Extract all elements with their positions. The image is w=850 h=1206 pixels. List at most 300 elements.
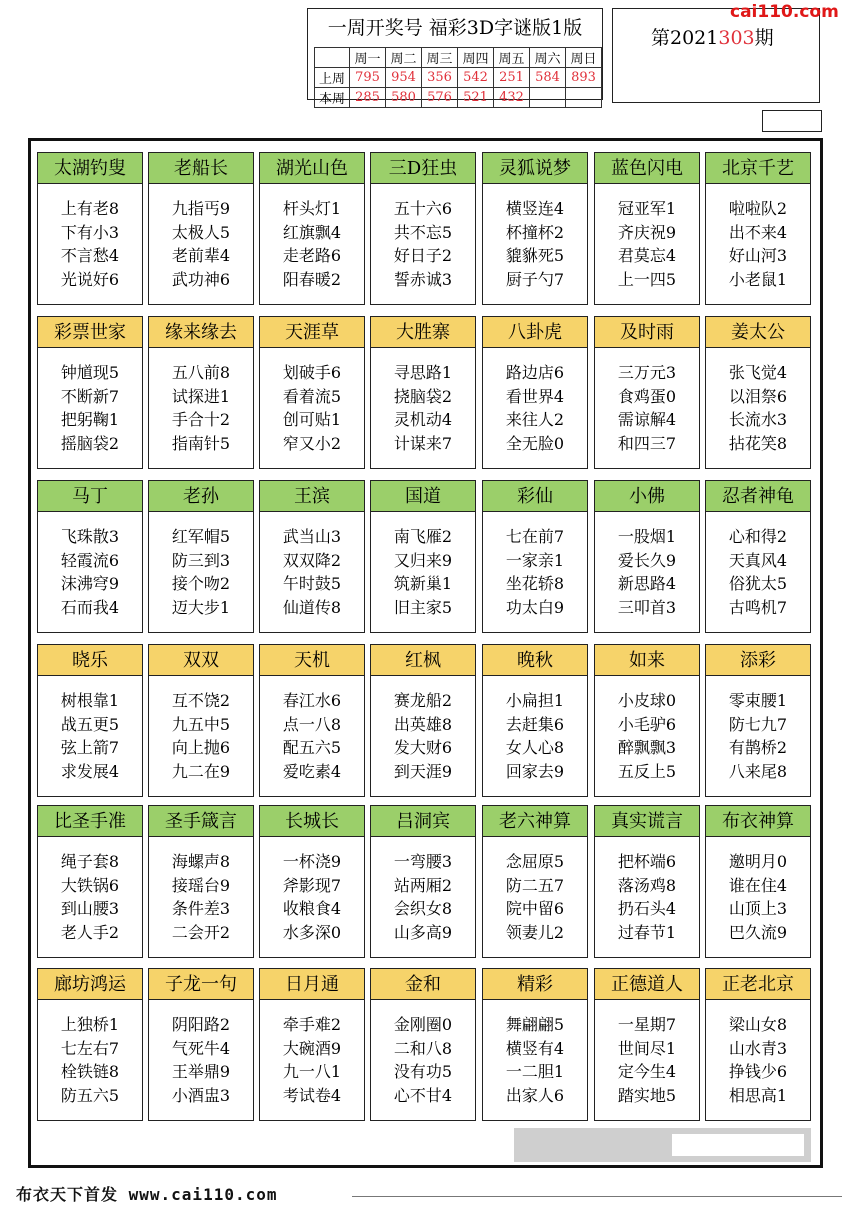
draw-number: 356 <box>422 68 458 88</box>
riddle-card-body <box>706 348 810 455</box>
riddle-card-body <box>38 512 142 619</box>
riddle-line: 金刚圈0 <box>393 1015 453 1034</box>
riddle-line: 下有小3 <box>60 222 120 242</box>
riddle-line: 好日子2 <box>393 246 453 265</box>
riddle-line: 三万元3 <box>617 363 677 382</box>
riddle-line: 上独桥1 <box>60 1015 120 1034</box>
riddle-line: 五十六6 <box>393 199 453 218</box>
riddle-line: 九指丐9 <box>171 199 231 218</box>
riddle-line: 钟馗现5 <box>60 363 120 382</box>
riddle-card-title: 金和 <box>371 969 475 1000</box>
riddle-card-title: 王滨 <box>260 481 364 512</box>
riddle-card <box>705 805 811 958</box>
riddle-line: 沫沸穹9 <box>60 574 120 593</box>
riddle-line: 一家亲1 <box>505 550 565 570</box>
riddle-line: 二会开2 <box>171 922 231 942</box>
riddle-card-body <box>595 676 699 783</box>
issue-suffix: 期 <box>754 27 774 49</box>
riddle-card-body <box>149 184 253 291</box>
riddle-card <box>370 152 476 305</box>
riddle-line: 山水青3 <box>728 1038 788 1058</box>
riddle-line: 谁在住4 <box>728 875 788 895</box>
riddle-card-title: 忍者神龟 <box>706 481 810 512</box>
riddle-card-body <box>38 184 142 291</box>
riddle-line: 啦啦队2 <box>728 199 788 218</box>
riddle-line: 指南针5 <box>171 433 231 453</box>
riddle-card-title: 老孙 <box>149 481 253 512</box>
riddle-card <box>148 968 254 1121</box>
weekday-header-row <box>315 48 602 68</box>
riddle-line: 扔石头4 <box>617 899 677 918</box>
riddle-line: 看世界4 <box>505 386 565 406</box>
riddle-card <box>148 644 254 797</box>
blank-box <box>762 110 822 132</box>
riddle-line: 五八前8 <box>171 363 231 382</box>
riddle-card <box>370 644 476 797</box>
riddle-card-body <box>149 348 253 455</box>
riddle-card-title: 正老北京 <box>706 969 810 1000</box>
riddle-card-body <box>371 837 475 944</box>
riddle-line: 赛龙船2 <box>393 691 453 710</box>
riddle-line: 接瑶台9 <box>171 875 231 895</box>
riddle-line: 踏实地5 <box>617 1085 677 1105</box>
riddle-line: 回家去9 <box>505 761 565 781</box>
riddle-card <box>37 480 143 633</box>
riddle-line: 九一八1 <box>282 1062 342 1081</box>
riddle-card <box>482 968 588 1121</box>
riddle-card-body <box>483 676 587 783</box>
riddle-card-title: 长城长 <box>260 806 364 837</box>
riddle-line: 水多深0 <box>282 922 342 942</box>
riddle-card-title: 老六神算 <box>483 806 587 837</box>
riddle-card <box>705 152 811 305</box>
riddle-card-title: 天涯草 <box>260 317 364 348</box>
riddle-card-title: 三D狂虫 <box>371 153 475 184</box>
riddle-line: 邀明月0 <box>728 852 788 871</box>
riddle-line: 厨子勺7 <box>505 269 565 289</box>
riddle-line: 双双降2 <box>282 550 342 570</box>
riddle-line: 阴阳路2 <box>171 1015 231 1034</box>
riddle-card <box>259 968 365 1121</box>
riddle-line: 零束腰1 <box>728 691 788 710</box>
riddle-card-body <box>371 348 475 455</box>
riddle-line: 张飞觉4 <box>728 363 788 382</box>
riddle-line: 九五中5 <box>171 714 231 734</box>
riddle-card-body <box>595 348 699 455</box>
riddle-card-title: 及时雨 <box>595 317 699 348</box>
riddle-line: 战五更5 <box>60 714 120 734</box>
riddle-line: 大碗酒9 <box>282 1038 342 1058</box>
riddle-card <box>37 644 143 797</box>
riddle-line: 又归来9 <box>393 550 453 570</box>
riddle-line: 横竖有4 <box>505 1038 565 1058</box>
riddle-card <box>37 968 143 1121</box>
weekday-label: 周五 <box>494 48 530 68</box>
riddle-card-title: 缘来缘去 <box>149 317 253 348</box>
riddle-line: 君莫忘4 <box>617 246 677 265</box>
issue-number: 303 <box>718 27 755 49</box>
riddle-line: 三叩首3 <box>617 597 677 617</box>
riddle-line: 互不饶2 <box>171 691 231 710</box>
riddle-card-title: 日月通 <box>260 969 364 1000</box>
draw-number: 584 <box>530 68 566 88</box>
riddle-line: 世间尽1 <box>617 1038 677 1058</box>
riddle-card-body <box>149 512 253 619</box>
riddle-card <box>594 805 700 958</box>
weekday-label: 周一 <box>350 48 386 68</box>
riddle-line: 气死牛4 <box>171 1038 231 1058</box>
riddle-line: 光说好6 <box>60 269 120 289</box>
riddle-line: 防七九7 <box>728 714 788 734</box>
riddle-card-title: 正德道人 <box>595 969 699 1000</box>
riddle-card <box>148 480 254 633</box>
riddle-line: 出英雄8 <box>393 714 453 734</box>
row-label: 本周 <box>315 88 350 108</box>
issue-label <box>651 23 774 50</box>
riddle-card <box>370 968 476 1121</box>
riddle-card-body <box>483 1000 587 1107</box>
riddle-card-body <box>706 184 810 291</box>
riddle-line: 以泪祭6 <box>728 386 788 406</box>
riddle-line: 九二在9 <box>171 761 231 781</box>
riddle-line: 求发展4 <box>60 761 120 781</box>
riddle-line: 迈大步1 <box>171 597 231 617</box>
riddle-card <box>370 805 476 958</box>
riddle-line: 弦上箭7 <box>60 738 120 757</box>
weekly-results-panel <box>307 8 603 107</box>
riddle-card-body <box>706 837 810 944</box>
riddle-line: 飞珠散3 <box>60 527 120 546</box>
riddle-line: 筑新巢1 <box>393 574 453 593</box>
riddle-card-title: 圣手箴言 <box>149 806 253 837</box>
riddle-card-body <box>483 512 587 619</box>
riddle-line: 一杯浇9 <box>282 852 342 871</box>
riddle-line: 摇脑袋2 <box>60 433 120 453</box>
riddle-line: 把杯端6 <box>617 852 677 871</box>
riddle-line: 共不忘5 <box>393 222 453 242</box>
riddle-line: 计谋来7 <box>393 433 453 453</box>
riddle-card-body <box>595 184 699 291</box>
riddle-card-body <box>706 512 810 619</box>
riddle-line: 发大财6 <box>393 738 453 757</box>
riddle-card <box>482 152 588 305</box>
riddle-line: 天真风4 <box>728 550 788 570</box>
riddle-card <box>259 480 365 633</box>
riddle-card-title: 彩票世家 <box>38 317 142 348</box>
riddle-line: 斧影现7 <box>282 875 342 895</box>
riddle-line: 誓赤诚3 <box>393 269 453 289</box>
draw-number: 432 <box>494 88 530 108</box>
riddle-line: 灵机动4 <box>393 410 453 429</box>
riddle-line: 老前辈4 <box>171 246 231 265</box>
riddle-line: 一股烟1 <box>617 527 677 546</box>
riddle-line: 旧主家5 <box>393 597 453 617</box>
riddle-card-body <box>260 348 364 455</box>
weekday-label: 周日 <box>566 48 602 68</box>
riddle-card-body <box>371 184 475 291</box>
riddle-line: 去赶集6 <box>505 714 565 734</box>
riddle-line: 一弯腰3 <box>393 852 453 871</box>
riddle-line: 大铁锅6 <box>60 875 120 895</box>
draw-number: 795 <box>350 68 386 88</box>
riddle-card <box>37 805 143 958</box>
footer-source: 布衣天下首发 www.cai110.com <box>16 1185 278 1204</box>
riddle-line: 阳春暖2 <box>282 269 342 289</box>
riddle-card <box>37 316 143 469</box>
riddle-line: 防二五7 <box>505 875 565 895</box>
riddle-line: 南飞雁2 <box>393 527 453 546</box>
riddle-line: 院中留6 <box>505 899 565 918</box>
riddle-line: 来往人2 <box>505 410 565 429</box>
riddle-line: 把躬鞠1 <box>60 410 120 429</box>
draw-number <box>530 88 566 108</box>
riddle-card-title: 廊坊鸿运 <box>38 969 142 1000</box>
footer-divider <box>352 1196 842 1197</box>
riddle-card-body <box>38 676 142 783</box>
riddle-card <box>259 644 365 797</box>
riddle-card-title: 如来 <box>595 645 699 676</box>
riddle-line: 太极人5 <box>171 222 231 242</box>
weekday-label: 周三 <box>422 48 458 68</box>
weekday-label: 周六 <box>530 48 566 68</box>
riddle-line: 栓铁链8 <box>60 1062 120 1081</box>
riddle-line: 心不甘4 <box>393 1085 453 1105</box>
riddle-line: 到山腰3 <box>60 899 120 918</box>
riddle-line: 出家人6 <box>505 1085 565 1105</box>
riddle-line: 心和得2 <box>728 527 788 546</box>
riddle-card-body <box>706 1000 810 1107</box>
riddle-line: 到天涯9 <box>393 761 453 781</box>
weekly-results-table <box>314 47 602 108</box>
riddle-line: 老人手2 <box>60 922 120 942</box>
riddle-card-body <box>260 184 364 291</box>
site-watermark: cai110.com <box>730 2 839 22</box>
weekday-label: 周四 <box>458 48 494 68</box>
riddle-line: 一星期7 <box>617 1015 677 1034</box>
row-label: 上周 <box>315 68 350 88</box>
riddle-card <box>259 152 365 305</box>
riddle-line: 山顶上3 <box>728 899 788 918</box>
riddle-line: 相思高1 <box>728 1085 788 1105</box>
riddle-card <box>148 316 254 469</box>
riddle-line: 武功神6 <box>171 269 231 289</box>
riddle-line: 杯撞杯2 <box>505 222 565 242</box>
riddle-line: 上有老8 <box>60 199 120 218</box>
riddle-line: 俗犹太5 <box>728 574 788 593</box>
riddle-line: 绳子套8 <box>60 852 120 871</box>
riddle-line: 试探进1 <box>171 386 231 406</box>
riddle-card-body <box>260 1000 364 1107</box>
riddle-card-body <box>483 837 587 944</box>
riddle-card-body <box>260 837 364 944</box>
riddle-line: 不断新7 <box>60 386 120 406</box>
riddle-line: 巴久流9 <box>728 922 788 942</box>
riddle-card <box>482 480 588 633</box>
riddle-card-title: 吕洞宾 <box>371 806 475 837</box>
riddle-card <box>594 316 700 469</box>
riddle-line: 一二胆1 <box>505 1062 565 1081</box>
riddle-card-title: 子龙一句 <box>149 969 253 1000</box>
riddle-card <box>594 644 700 797</box>
riddle-line: 食鸡蛋0 <box>617 386 677 406</box>
riddle-card-title: 精彩 <box>483 969 587 1000</box>
riddle-card-title: 天机 <box>260 645 364 676</box>
riddle-line: 点一八8 <box>282 714 342 734</box>
riddle-card-title: 老船长 <box>149 153 253 184</box>
riddle-line: 创可贴1 <box>282 410 342 429</box>
riddle-line: 海螺声8 <box>171 852 231 871</box>
riddle-card <box>259 316 365 469</box>
draw-number: 542 <box>458 68 494 88</box>
riddle-card-title: 蓝色闪电 <box>595 153 699 184</box>
riddle-line: 全无脸0 <box>505 433 565 453</box>
riddle-line: 梁山女8 <box>728 1015 788 1034</box>
issue-panel <box>612 8 820 103</box>
riddle-card-body <box>706 676 810 783</box>
riddle-card <box>148 805 254 958</box>
riddle-card-title: 八卦虎 <box>483 317 587 348</box>
riddle-card <box>370 480 476 633</box>
riddle-card-title: 马丁 <box>38 481 142 512</box>
riddle-card-body <box>371 1000 475 1107</box>
riddle-card-title: 灵狐说梦 <box>483 153 587 184</box>
riddle-line: 好山河3 <box>728 246 788 265</box>
riddle-card-body <box>483 348 587 455</box>
riddle-line: 挠脑袋2 <box>393 386 453 406</box>
riddle-card <box>594 968 700 1121</box>
riddle-card-title: 布衣神算 <box>706 806 810 837</box>
riddle-line: 轻霞流6 <box>60 550 120 570</box>
riddle-card-body <box>371 512 475 619</box>
riddle-line: 防三到3 <box>171 550 231 570</box>
riddle-card-title: 真实谎言 <box>595 806 699 837</box>
riddle-card <box>482 805 588 958</box>
riddle-line: 七左右7 <box>60 1038 120 1058</box>
riddle-line: 长流水3 <box>728 410 788 429</box>
riddle-line: 接个吻2 <box>171 574 231 593</box>
riddle-line: 春江水6 <box>282 691 342 710</box>
riddle-card-body <box>260 512 364 619</box>
riddle-card-body <box>595 512 699 619</box>
draw-number: 521 <box>458 88 494 108</box>
riddle-line: 向上抛6 <box>171 738 231 757</box>
draw-number: 580 <box>386 88 422 108</box>
riddle-line: 齐庆祝9 <box>617 222 677 242</box>
riddle-card <box>705 480 811 633</box>
riddle-line: 爱长久9 <box>617 550 677 570</box>
riddle-line: 领妻儿2 <box>505 922 565 942</box>
riddle-line: 挣钱少6 <box>728 1062 788 1081</box>
riddle-card-body <box>260 676 364 783</box>
riddle-line: 杆头灯1 <box>282 199 342 218</box>
riddle-line: 舞翩翩5 <box>505 1015 565 1034</box>
draw-number: 954 <box>386 68 422 88</box>
riddle-card <box>148 152 254 305</box>
riddle-line: 五反上5 <box>617 761 677 781</box>
riddle-line: 红军帽5 <box>171 527 231 546</box>
riddle-card-title: 彩仙 <box>483 481 587 512</box>
riddle-card-title: 添彩 <box>706 645 810 676</box>
riddle-line: 武当山3 <box>282 527 342 546</box>
riddle-line: 划破手6 <box>282 363 342 382</box>
draw-number: 893 <box>566 68 602 88</box>
riddle-line: 王举鼎9 <box>171 1062 231 1081</box>
riddle-card-title: 姜太公 <box>706 317 810 348</box>
riddle-line: 走老路6 <box>282 246 342 265</box>
riddle-line: 牵手难2 <box>282 1015 342 1034</box>
this-week-row <box>315 88 602 108</box>
riddle-line: 新思路4 <box>617 574 677 593</box>
riddle-line: 冠亚军1 <box>617 199 677 218</box>
bottom-blank-box <box>672 1134 804 1156</box>
riddle-line: 和四三7 <box>617 433 677 453</box>
riddle-card-body <box>38 348 142 455</box>
riddle-line: 石而我4 <box>60 597 120 617</box>
riddle-line: 红旗飘4 <box>282 222 342 242</box>
riddle-line: 二和八8 <box>393 1038 453 1058</box>
riddle-card <box>259 805 365 958</box>
riddle-line: 不言愁4 <box>60 246 120 265</box>
riddle-line: 没有功5 <box>393 1062 453 1081</box>
riddle-line: 寻思路1 <box>393 363 453 382</box>
riddle-line: 八来尾8 <box>728 761 788 781</box>
riddle-line: 坐花轿8 <box>505 574 565 593</box>
riddle-line: 定今生4 <box>617 1062 677 1081</box>
riddle-line: 防五六5 <box>60 1085 120 1105</box>
riddle-line: 站两厢2 <box>393 875 453 895</box>
draw-number: 576 <box>422 88 458 108</box>
riddle-card <box>594 152 700 305</box>
riddle-line: 需谅解4 <box>617 410 677 429</box>
riddle-card-title: 湖光山色 <box>260 153 364 184</box>
riddle-line: 有鹊桥2 <box>728 738 788 757</box>
riddle-line: 落汤鸡8 <box>617 875 677 895</box>
weekday-label: 周二 <box>386 48 422 68</box>
riddle-line: 树根靠1 <box>60 691 120 710</box>
riddle-card <box>705 316 811 469</box>
riddle-line: 小扁担1 <box>505 691 565 710</box>
riddle-line: 过春节1 <box>617 922 677 942</box>
riddle-card-title: 北京千艺 <box>706 153 810 184</box>
riddle-line: 貔貅死5 <box>505 246 565 265</box>
riddle-card <box>705 644 811 797</box>
riddle-card <box>594 480 700 633</box>
riddle-line: 小酒盅3 <box>171 1085 231 1105</box>
riddle-line: 小毛驴6 <box>617 714 677 734</box>
riddle-card-body <box>483 184 587 291</box>
riddle-card-title: 晚秋 <box>483 645 587 676</box>
riddle-line: 醉飘飘3 <box>617 738 677 757</box>
riddle-line: 配五六5 <box>282 738 342 757</box>
issue-prefix: 第2021 <box>651 27 719 49</box>
riddle-line: 考试卷4 <box>282 1085 342 1105</box>
riddle-line: 午时鼓5 <box>282 574 342 593</box>
riddle-card-body <box>149 837 253 944</box>
riddle-card <box>705 968 811 1121</box>
riddle-card <box>370 316 476 469</box>
riddle-line: 古鸣机7 <box>728 597 788 617</box>
riddle-line: 出不来4 <box>728 222 788 242</box>
draw-number: 285 <box>350 88 386 108</box>
riddle-card-title: 太湖钓叟 <box>38 153 142 184</box>
corner-cell <box>315 48 350 68</box>
riddle-line: 条件差3 <box>171 899 231 918</box>
riddle-line: 爱吃素4 <box>282 761 342 781</box>
riddle-line: 横竖连4 <box>505 199 565 218</box>
riddle-card <box>482 644 588 797</box>
riddle-line: 收粮食4 <box>282 899 342 918</box>
riddle-card-title: 比圣手准 <box>38 806 142 837</box>
